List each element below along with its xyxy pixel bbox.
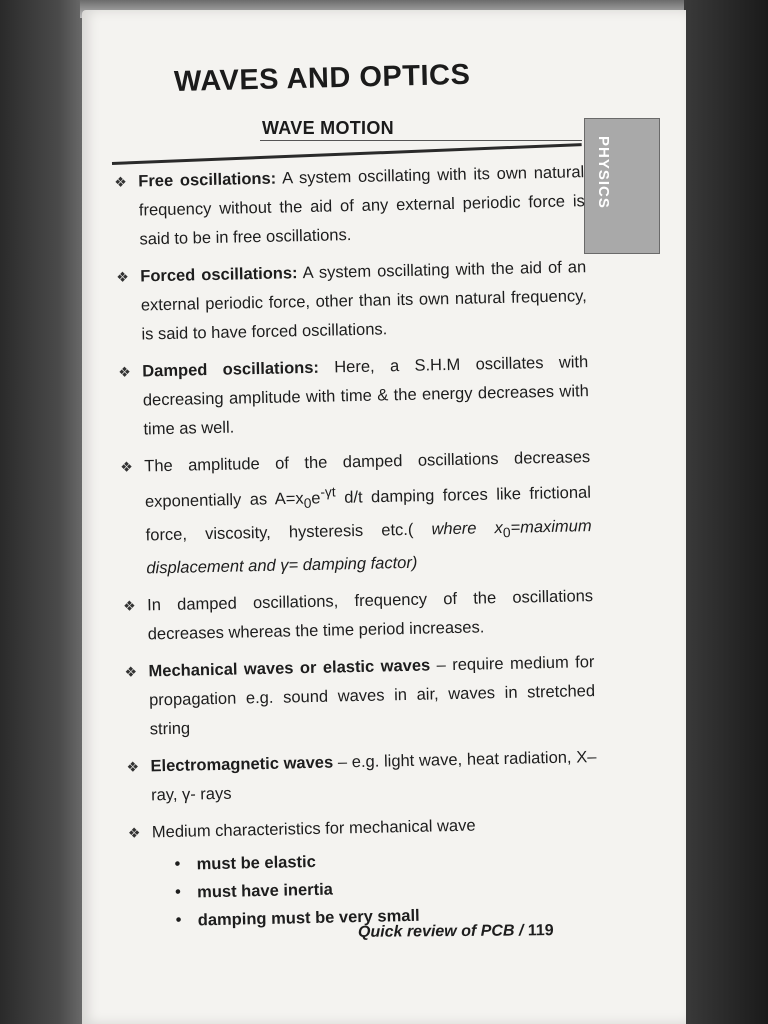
list-item-text: must have inertia: [197, 880, 334, 902]
term: Forced oscillations:: [140, 264, 298, 286]
book-binding-shadow: [0, 0, 84, 1024]
term: Free oscillations:: [138, 169, 277, 191]
superscript: -γt: [320, 484, 336, 500]
bullet-forced-oscillations: [116, 253, 588, 350]
bullet-mechanical-waves: [124, 648, 596, 745]
bullet-free-oscillations: [114, 158, 586, 255]
definition: – require medium for propagation e.g. sound waves in air, waves in stretched string: [148, 653, 596, 739]
bullet-icon: ❖: [126, 758, 140, 775]
list-item-text: must be elastic: [196, 853, 316, 874]
subject-tab-label: PHYSICS: [595, 136, 612, 209]
title-underline: [260, 140, 582, 141]
bullet-icon: ❖: [127, 824, 141, 841]
bullet-icon: ❖: [116, 268, 130, 285]
right-background: [684, 0, 768, 1024]
page-footer: [358, 922, 554, 942]
dot-icon: •: [175, 883, 181, 901]
definition: – e.g. light wave, heat radiation, X–ray, γ- rays: [150, 748, 597, 805]
note-text: =maximum displacement and γ= damping factor): [146, 516, 592, 578]
bullet-medium-characteristics: [128, 809, 600, 936]
subscript: 0: [303, 495, 312, 511]
note-text: where x: [431, 518, 504, 539]
term: Damped oscillations:: [142, 358, 320, 381]
dot-icon: •: [174, 855, 181, 873]
bullet-electromagnetic-waves: [126, 743, 597, 811]
definition: In damped oscillations, frequency of the oscillations decreases whereas the time period increases.: [146, 587, 594, 644]
book-page: [82, 10, 686, 1024]
bullet-icon: ❖: [118, 363, 131, 380]
text: e: [311, 489, 321, 508]
definition: A system oscillating with the aid of an external periodic force, other than its own natural frequency, is said to have forced oscillations.: [140, 258, 587, 344]
page-number: 119: [527, 922, 554, 940]
bullet-amplitude-decrease: [120, 443, 593, 584]
definition: Medium characteristics for mechanical wave: [151, 816, 476, 842]
bullet-damped-oscillations: [118, 348, 590, 445]
chapter-title: WAVES AND OPTICS: [173, 58, 471, 98]
content-body: [114, 158, 600, 944]
bullet-icon: ❖: [123, 597, 136, 614]
bullet-icon: ❖: [124, 663, 138, 680]
section-title: WAVE MOTION: [262, 118, 394, 138]
term: Mechanical waves or elastic waves: [148, 656, 431, 681]
list-item-text: damping must be very small: [197, 906, 420, 930]
definition: Here, a S.H.M oscillates with decreasing amplitude with time & the energy decreases with time as well.: [142, 353, 589, 439]
dot-icon: •: [175, 911, 182, 929]
definition: A system oscillating with its own natural frequency without the aid of any external periodic force is said to be in free oscillations.: [138, 163, 585, 249]
subscript: 0: [502, 524, 511, 541]
text: d/t damping forces like frictional force, viscosity, hysteresis etc.(: [145, 483, 592, 545]
bullet-icon: ❖: [114, 173, 128, 190]
characteristics-list: [174, 842, 600, 935]
term: Electromagnetic waves: [150, 753, 334, 776]
text: The amplitude of the damped oscillations decreases exponentially as A=x: [144, 448, 591, 511]
bullet-damped-frequency: [123, 582, 594, 650]
bullet-icon: ❖: [120, 458, 133, 475]
footer-text: Quick review of PCB /: [357, 922, 528, 941]
